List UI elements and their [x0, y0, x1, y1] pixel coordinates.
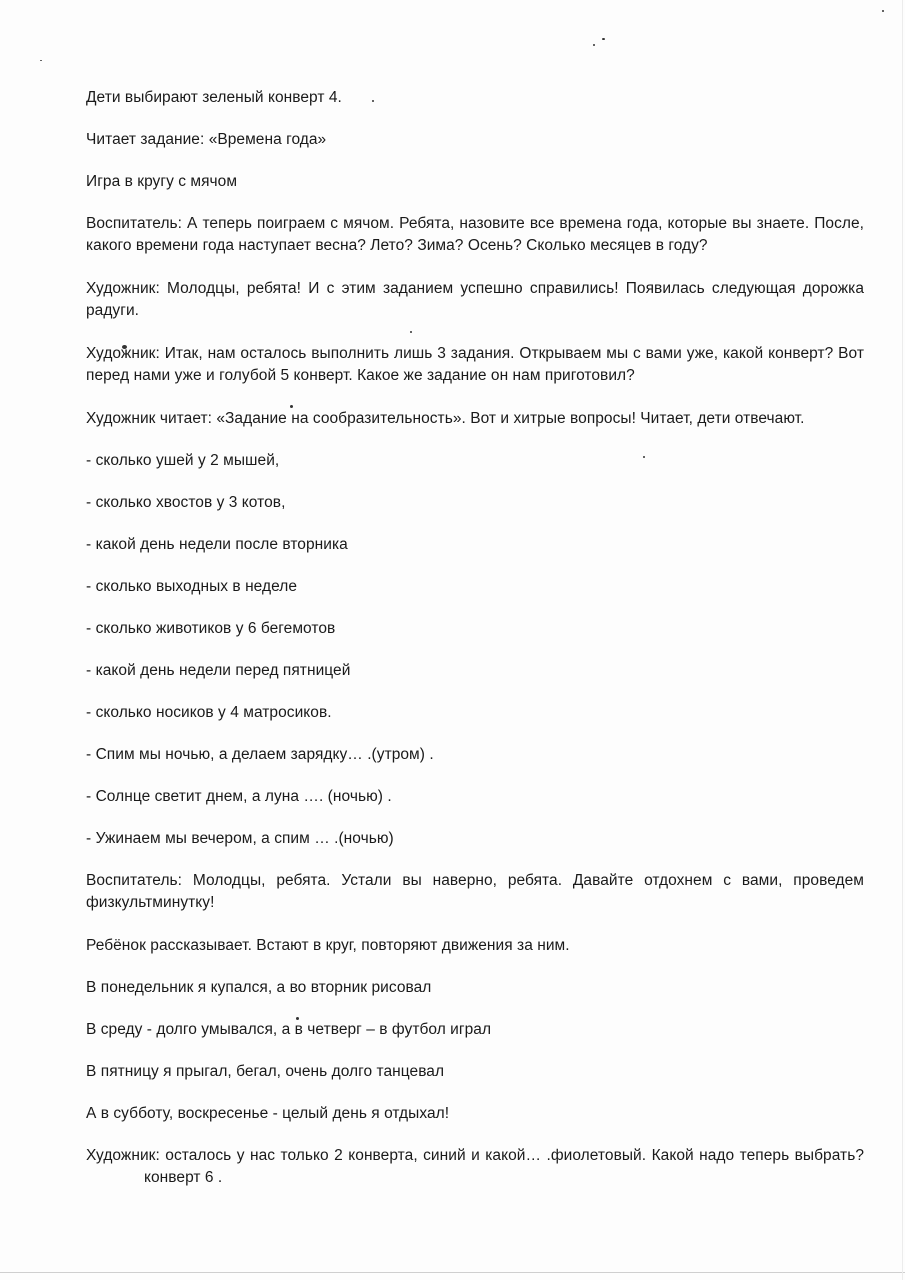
- list-item: - сколько выходных в неделе: [86, 578, 298, 595]
- list-item: - сколько хвостов у 3 котов,: [86, 494, 286, 511]
- paragraph: Воспитатель: Молодцы, ребята. Устали вы наверно, ребята. Давайте отдохнем с вами, проведем физкультминутку!: [86, 872, 864, 911]
- paragraph: Художник читает: «Задание на сообразительность». Вот и хитрые вопросы! Читает, дети отвечают.: [86, 410, 805, 427]
- document-body: [86, 87, 864, 1210]
- poem-line: А в субботу, воскресенье - целый день я отдыхал!: [86, 1105, 450, 1122]
- list-item: - Спим мы ночью, а делаем зарядку… .(утром) .: [86, 746, 434, 763]
- scan-speck: [602, 38, 605, 40]
- last-paragraph-tail: конверт 6 .: [144, 1169, 223, 1186]
- paragraph: Дети выбирают зеленый конверт 4.: [86, 89, 342, 106]
- paragraph: Читает задание: «Времена года»: [86, 131, 327, 148]
- list-item: - сколько носиков у 4 матросиков.: [86, 704, 332, 721]
- poem-line: В среду - долго умывался, а в четверг – в футбол играл: [86, 1021, 492, 1038]
- list-item: - какой день недели перед пятницей: [86, 662, 351, 679]
- list-item: - сколько ушей у 2 мышей,: [86, 452, 280, 469]
- scan-right-edge: [902, 0, 903, 1280]
- list-item: - Солнце светит днем, а луна …. (ночью) .: [86, 788, 392, 805]
- scan-bottom-edge: [0, 1272, 905, 1273]
- scan-speck: [40, 60, 42, 61]
- paragraph: Ребёнок рассказывает. Встают в круг, повторяют движения за ним.: [86, 937, 570, 954]
- paragraph: Воспитатель: А теперь поиграем с мячом. Ребята, назовите все времена года, которые вы знаете. После, какого времени года наступает весна? Лето? Зима? Осень? Сколько месяцев в году?: [86, 215, 864, 254]
- paragraph: Художник: Молодцы, ребята! И с этим заданием успешно справились! Появилась следующая дорожка радуги.: [86, 280, 864, 319]
- list-item: - сколько животиков у 6 бегемотов: [86, 620, 336, 637]
- scan-speck: [593, 44, 595, 46]
- paragraph-last: [86, 1145, 864, 1189]
- paragraph: Художник: Итак, нам осталось выполнить лишь 3 задания. Открываем мы с вами уже, какой конверт? Вот перед нами уже и голубой 5 конверт. Какое же задание он нам приготовил?: [86, 345, 864, 384]
- list-item: - какой день недели после вторника: [86, 536, 348, 553]
- scan-speck: [882, 10, 884, 12]
- list-item: - Ужинаем мы вечером, а спим … .(ночью): [86, 830, 394, 847]
- poem-line: В пятницу я прыгал, бегал, очень долго танцевал: [86, 1063, 445, 1080]
- last-paragraph-text: Художник: осталось у нас только 2 конверта, синий и какой… .фиолетовый. Какой надо теперь выбрать?: [86, 1147, 864, 1164]
- poem-line: В понедельник я купался, а во вторник рисовал: [86, 979, 432, 996]
- paragraph: Игра в кругу с мячом: [86, 173, 238, 190]
